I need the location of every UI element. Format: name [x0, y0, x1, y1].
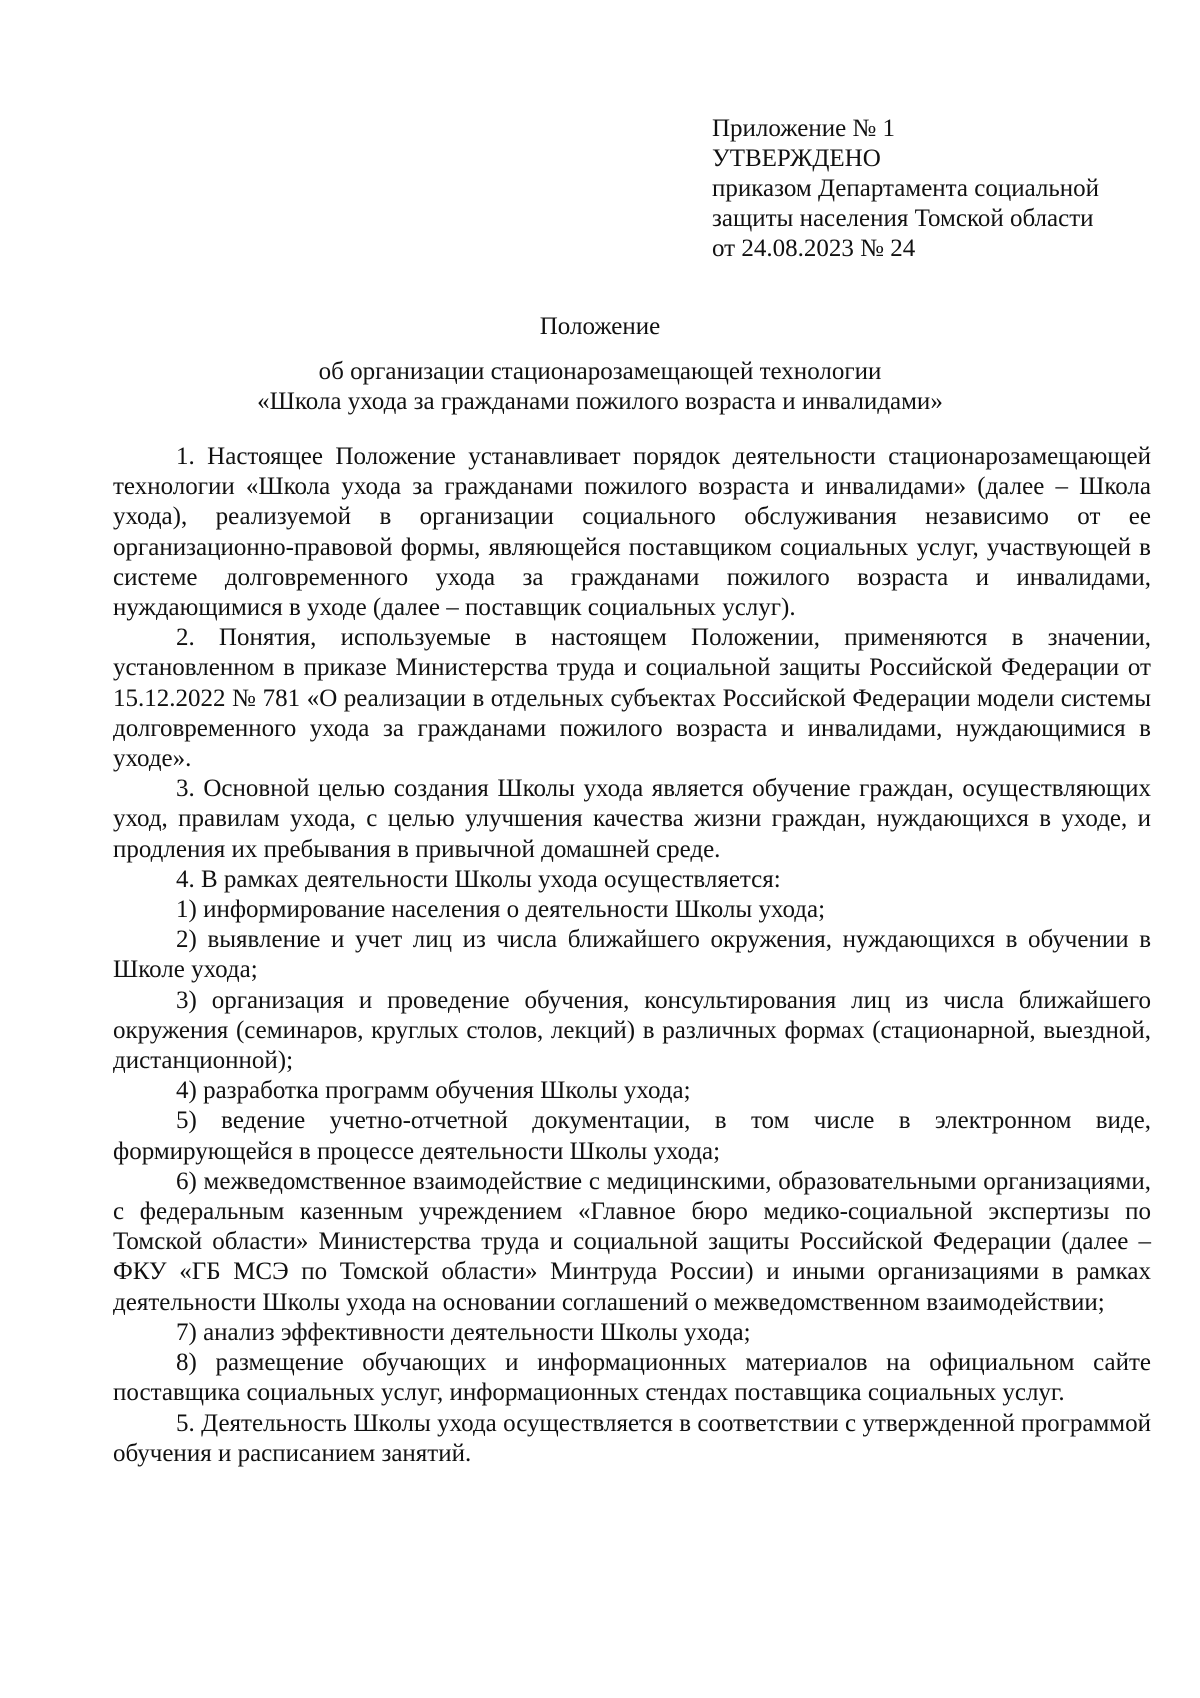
subtitle-line-1: об организации стационарозамещающей технологии — [318, 358, 882, 385]
list-item-6: 6) межведомственное взаимодействие с медицинскими, образовательными организациями, с федеральным казенным учреждением «Главное бюро медико-социальной экспертизы по Томской области» Министерства труда и социальной защиты Российской Федерации (далее – ФКУ «ГБ МСЭ по Томской области» Минтруда России) и иными организациями в рамках деятельности Школы ухода на основании соглашений о межведомственном взаимодействии; — [113, 1167, 1151, 1316]
paragraph-5: 5. Деятельность Школы ухода осуществляется в соответствии с утвержденной программой обучения и расписанием занятий. — [113, 1409, 1151, 1467]
list-item-7: 7) анализ эффективности деятельности Школы ухода; — [176, 1318, 751, 1346]
order-line-2: защиты населения Томской области — [712, 205, 1094, 232]
paragraph-1: 1. Настоящее Положение устанавливает порядок деятельности стационарозамещающей технологии «Школа ухода за гражданами пожилого возраста и инвалидами» (далее – Школа ухода), реализуемой в организации социального обслуживания независимо от ее организационно-правовой формы, являющейся поставщиком социальных услуг, участвующей в системе долговременного ухода за гражданами пожилого возраста и инвалидами, нуждающимися в уходе (далее – поставщик социальных услуг). — [113, 443, 1151, 622]
document-body — [113, 442, 1151, 1469]
approval-block — [712, 114, 1152, 264]
paragraph-2: 2. Понятия, используемые в настоящем Положении, применяются в значении, установленном в приказе Министерства труда и социальной защиты Российской Федерации от 15.12.2022 № 781 «О реализации в отдельных субъектах Российской Федерации модели системы долговременного ухода за гражданами пожилого возраста и инвалидами, нуждающимися в уходе». — [113, 624, 1151, 773]
list-item-3: 3) организация и проведение обучения, консультирования лиц из числа ближайшего окружения (семинаров, круглых столов, лекций) в различных формах (стационарной, выездной, дистанционной); — [113, 986, 1151, 1075]
list-item-1: 1) информирование населения о деятельности Школы ухода; — [176, 896, 826, 924]
appendix-number: Приложение № 1 — [712, 115, 896, 142]
order-date: от 24.08.2023 № 24 — [712, 235, 916, 262]
list-item-2: 2) выявление и учет лиц из числа ближайшего окружения, нуждающихся в обучении в Школе ухода; — [113, 926, 1151, 984]
document-title: Положение — [539, 313, 661, 340]
order-line-1: приказом Департамента социальной — [712, 175, 1100, 202]
list-item-5: 5) ведение учетно-отчетной документации, в том числе в электронном виде, формирующейся в процессе деятельности Школы ухода; — [113, 1107, 1151, 1165]
list-item-4: 4) разработка программ обучения Школы ухода; — [176, 1077, 691, 1105]
paragraph-4: 4. В рамках деятельности Школы ухода осуществляется: — [176, 865, 781, 893]
paragraph-3: 3. Основной целью создания Школы ухода является обучение граждан, осуществляющих уход, правилам ухода, с целью улучшения качества жизни граждан, нуждающихся в уходе, и продления их пребывания в привычной домашней среде. — [113, 775, 1151, 863]
approved-stamp-text: УТВЕРЖДЕНО — [712, 145, 881, 172]
document-subtitle — [0, 357, 1200, 417]
list-item-8: 8) размещение обучающих и информационных материалов на официальном сайте поставщика социальных услуг, информационных стендах поставщика социальных услуг. — [113, 1349, 1151, 1407]
subtitle-line-2: «Школа ухода за гражданами пожилого возраста и инвалидами» — [257, 388, 943, 415]
